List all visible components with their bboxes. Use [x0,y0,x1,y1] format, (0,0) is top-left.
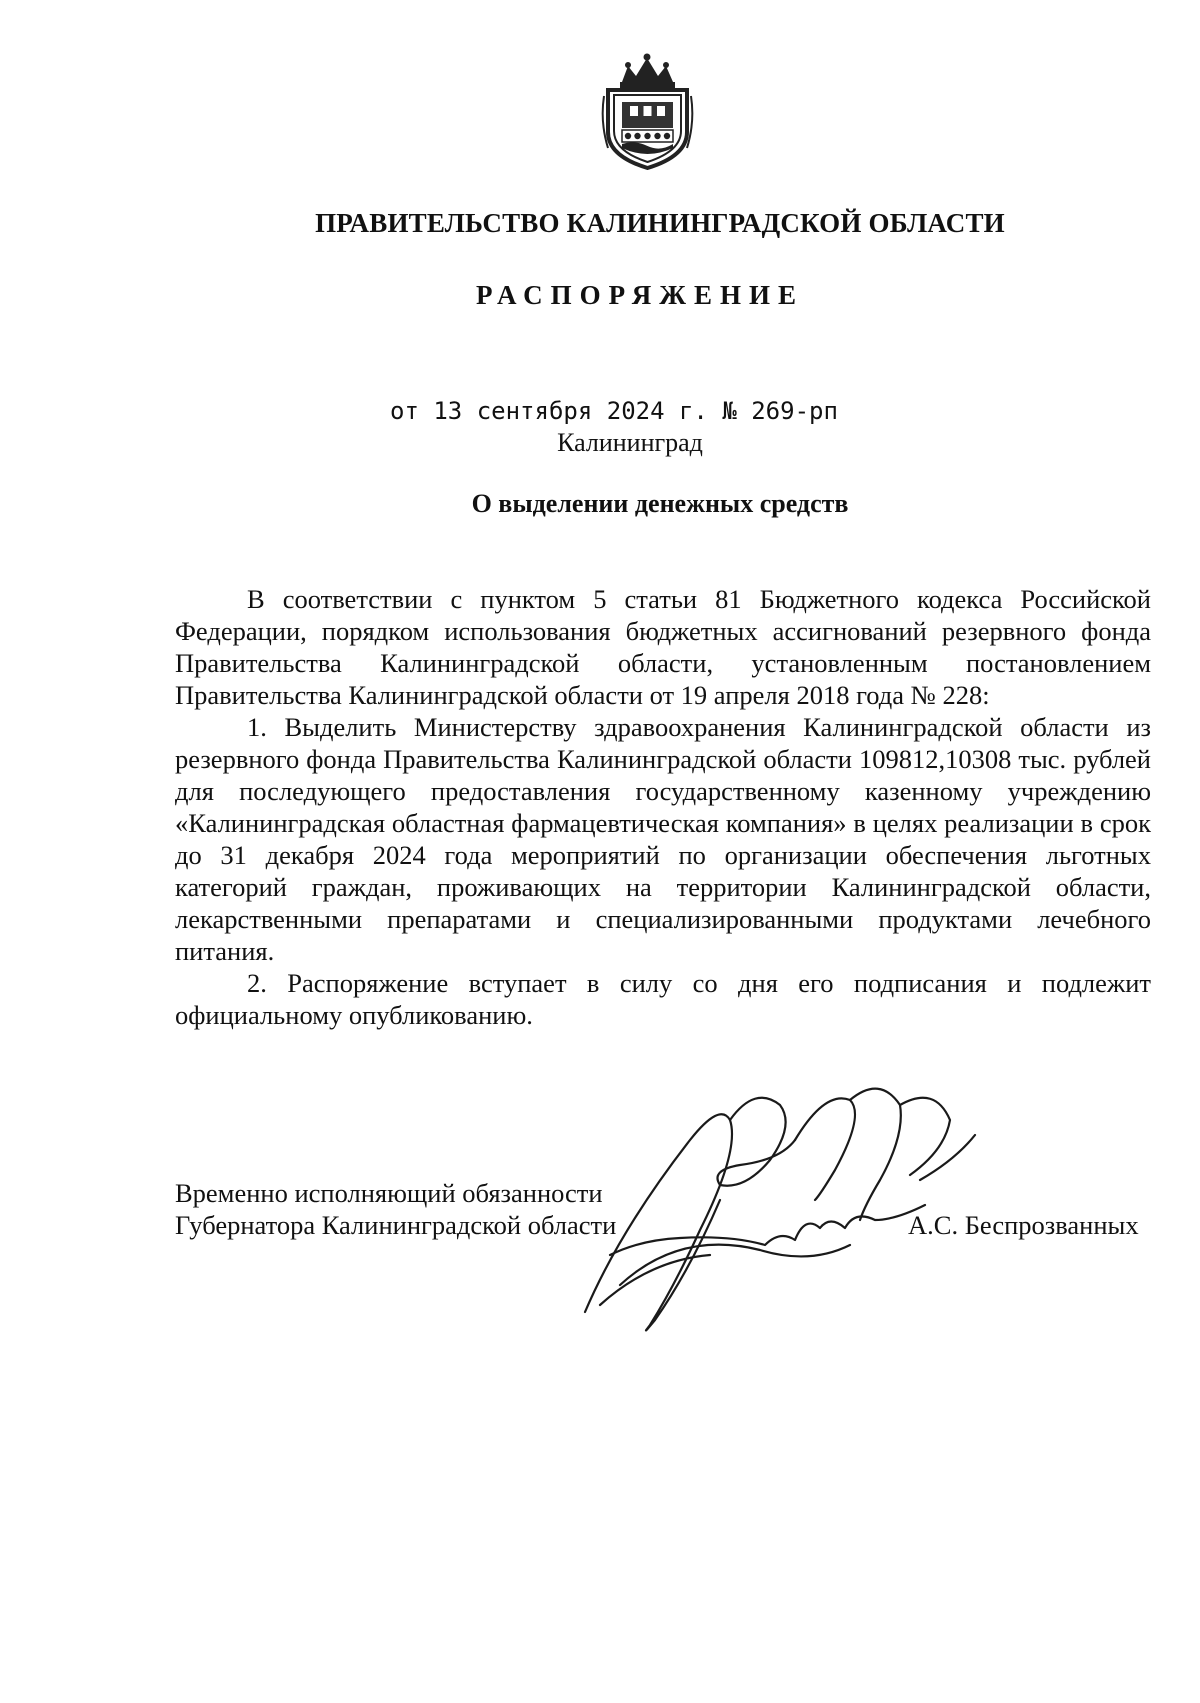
item-1-paragraph: 1. Выделить Министерству здравоохранения Калининградской области из резервного фонда Правительства Калининградской области 109812,10308 тыс. рублей для последующего предоставления государственному казенному учреждению «Калининградская областная фармацевтическая компания» в целях реализации в срок до 31 декабря 2024 года мероприятий по организации обеспечения льготных категорий граждан, проживающих на территории Калининградской области, лекарственными препаратами и специализированными продуктами лечебного питания. [175,712,1151,966]
organization-title: ПРАВИТЕЛЬСТВО КАЛИНИНГРАДСКОЙ ОБЛАСТИ [315,208,1005,238]
coat-of-arms-icon [600,52,695,170]
document-city: Калининград [557,428,703,457]
preamble-paragraph: В соответствии с пунктом 5 статьи 81 Бюджетного кодекса Российской Федерации, порядком использования бюджетных ассигнований резервного фонда Правительства Калининградской области, установленным постановлением Правительства Калининградской области от 19 апреля 2018 года № 228: [175,584,1151,710]
document-subject: О выделении денежных средств [471,489,849,518]
document-body [175,583,1151,1031]
signatory-position [175,1177,616,1241]
item-2-paragraph: 2. Распоряжение вступает в силу со дня его подписания и подлежит официальному опубликованию. [175,968,1151,1030]
position-line-2: Губернатора Калининградской области [175,1210,617,1240]
signer-name: А.С. Беспрозванных [908,1210,1139,1240]
handwritten-signature-icon [580,1080,990,1340]
document-type: РАСПОРЯЖЕНИЕ [475,280,805,310]
position-line-1: Временно исполняющий обязанности [175,1178,603,1208]
document-date-number: от 13 сентября 2024 г. № 269-рп [390,397,838,425]
